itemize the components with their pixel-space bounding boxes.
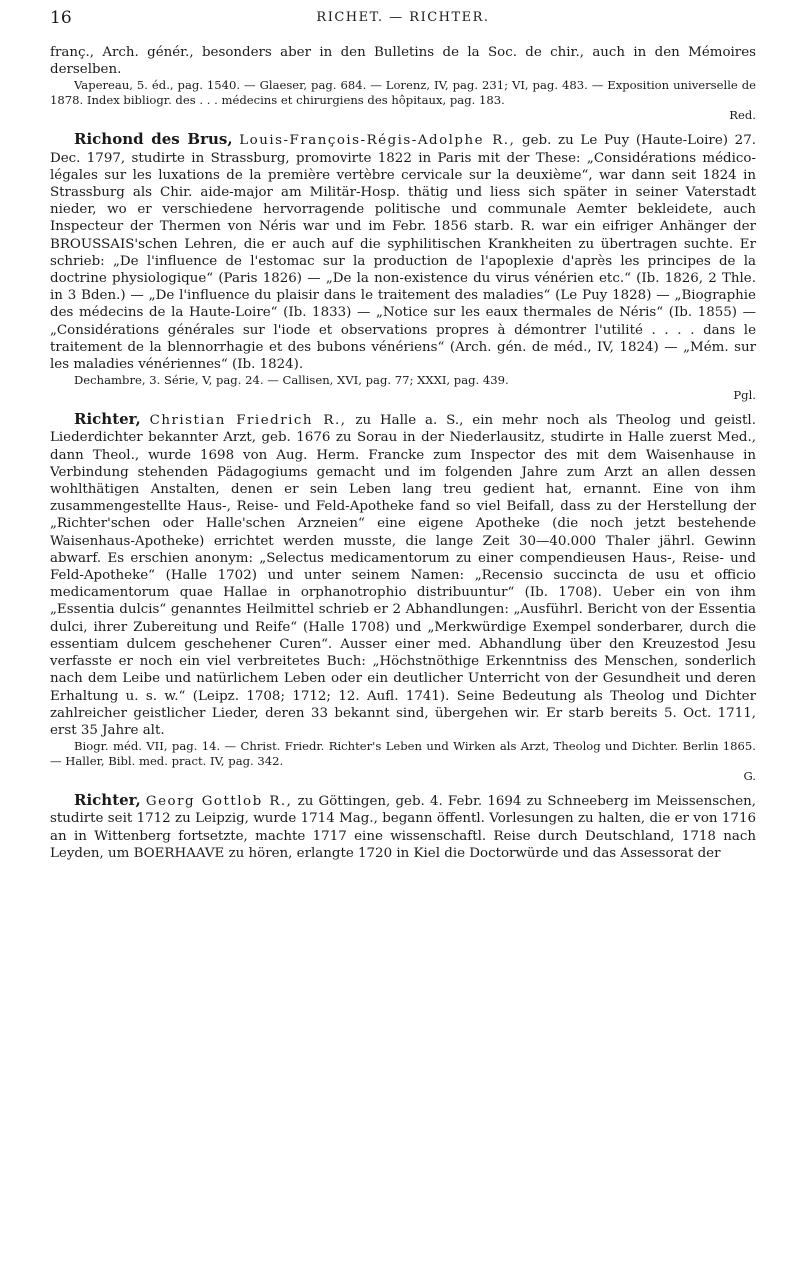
entry2-heading: Richter, [74,410,141,429]
entry0-text: franç., Arch. génér., besonders aber in den Bulletins de la Soc. de chir., auch in den Mémoires derselben. [50,45,756,78]
entry1-name: Louis-François-Régis-Adolphe R., [239,133,516,149]
entry2-references: Biogr. méd. VII, pag. 14. — Christ. Friedr. Richter's Leben und Wirken als Arzt, Theolog und Dichter. Berlin 1865. — Haller, Bibl. med. pract. IV, pag. 342. [50,739,756,769]
entry2-signature: G. [743,769,756,784]
entry3-heading: Richter, [74,791,141,810]
entry1-references: Dechambre, 3. Série, V, pag. 24. — Callisen, XVI, pag. 77; XXXI, pag. 439. [74,373,509,388]
page-header [50,0,756,44]
entry0-references: Vapereau, 5. éd., pag. 1540. — Glaeser, pag. 684. — Lorenz, IV, pag. 231; VI, pag. 483. — Exposition universelle de 1878. Index bibliogr. des . . . médecins et chirurgiens des hôpitaux, pag. 183. [50,78,756,108]
entry2-name: Christian Friedrich R., [149,413,347,429]
entry1-text: geb. zu Le Puy (Haute-Loire) 27. Dec. 1797, studirte in Strassburg, promovirte 1822 in Paris mit der These: „Considérations médico-légales sur les luxations de la première vertèbre cervicale sur la deuxième“, war dann seit 1824 in Strassburg als Chir. aide-major am Militär-Hosp. thätig und liess sich später in seiner Vaterstadt nieder, wo er verschiedene hervorragende politische und communale Aemter bekleidete, auch Inspecteur der Thermen von Néris war und im Febr. 1856 starb. R. war ein eifriger Anhänger der BROUSSAIS'schen Lehren, die er auch auf die syphilitischen Krankheiten zu übertragen suchte. Er schrieb: „De l'influence de l'estomac sur la production de l'apoplexie d'après les principes de la doctrine physiologique“ (Paris 1826) — „De la non-existence du virus vénérien etc.“ (Ib. 1826, 2 Thle. in 3 Bden.) — „De l'influence du plaisir dans le traitement des maladies“ (Le Puy 1828) — „Biographie des médecins de la Haute-Loire“ (Ib. 1833) — „Notice sur les eaux thermales de Néris“ (Ib. 1855) — „Considérations générales sur l'iode et observations propres à démontrer l'utilité . . . . dans le traitement de la blennorrhagie et des bubons vénériens“ (Arch. gén. de méd., IV, 1824) — „Mém. sur les maladies vénériennes“ (Ib. 1824). [50,133,756,373]
entry1-paragraph [50,131,756,373]
entry1-signature: Pgl. [733,388,756,403]
entry3-paragraph [50,792,756,862]
article-body [50,44,756,862]
entry0-signature: Red. [729,108,756,123]
entry3-name: Georg Gottlob R., [145,794,293,810]
entry2-paragraph [50,411,756,739]
entry2-text: zu Halle a. S., ein mehr noch als Theolog und geistl. Liederdichter bekannter Arzt, geb. 1676 zu Sorau in der Niederlausitz, studirte in Halle zuerst Med., dann Theol., wurde 1698 von Aug. Herm. Francke zum Inspector des mit dem Waisenhause in Verbindung stehenden Pädagogiums gemacht und im folgenden Jahre zum Arzt an allen dessen wohlthätigen Anstalten, denen er sein Leben lang treu gedient hat, ernannt. Eine von ihm zusammengestellte Haus-, Reise- und Feld-Apotheke fand so viel Beifall, dass zu der Herstellung der „Richter'schen oder Halle'schen Arzneien“ eine eigene Apotheke (die noch jetzt bestehende Waisenhaus-Apotheke) errichtet werden musste, die lange Zeit 30—40.000 Thaler jährl. Gewinn abwarf. Es erschien anonym: „Selectus medicamentorum zu einer compendieusen Haus-, Reise- und Feld-Apotheke“ (Halle 1702) und unter seinem Namen: „Recensio succincta de usu et officio medicamentorum quae Hallae in orphanotrophio distribuuntur“ (Ib. 1708). Ueber ein von ihm „Essentia dulcis“ genanntes Heilmittel schrieb er 2 Abhandlungen: „Ausführl. Bericht von der Essentia dulci, ihrer Zubereitung und Reife“ (Halle 1708) und „Merkwürdige Exempel sonderbarer, durch die essentiam dulcem geschehener Curen“. Ausser einer med. Abhandlung über den Kreuzestod Jesu verfasste er noch ein viel verbreitetes Buch: „Höchstnöthige Erkenntniss des Menschen, sonderlich nach dem Leibe und natürlichem Leben oder ein deutlicher Unterricht von der Gesundheit und deren Erhaltung u. s. w.“ (Leipz. 1708; 1712; 12. Aufl. 1741). Seine Bedeutung als Theolog und Dichter zahlreicher geistlicher Lieder, deren 33 bekannt sind, übergehen wir. Er starb bereits 5. Oct. 1711, erst 35 Jahre alt. [50,413,756,738]
entry3-text: zu Göttingen, geb. 4. Febr. 1694 zu Schneeberg im Meissenschen, studirte seit 1712 zu Leipzig, wurde 1714 Mag., begann öffentl. Vorlesungen zu halten, die er von 1716 an in Wittenberg fortsetzte, machte 1717 eine wissenschaftl. Reise durch Deutschland, 1718 nach Leyden, um BOERHAAVE zu hören, erlangte 1720 in Kiel die Doctorwürde und das Assessorat der [50,794,757,861]
entry1-heading: Richond des Brus, [74,130,233,149]
running-head: RICHET. — RICHTER. [316,10,490,25]
page-number: 16 [50,8,72,28]
